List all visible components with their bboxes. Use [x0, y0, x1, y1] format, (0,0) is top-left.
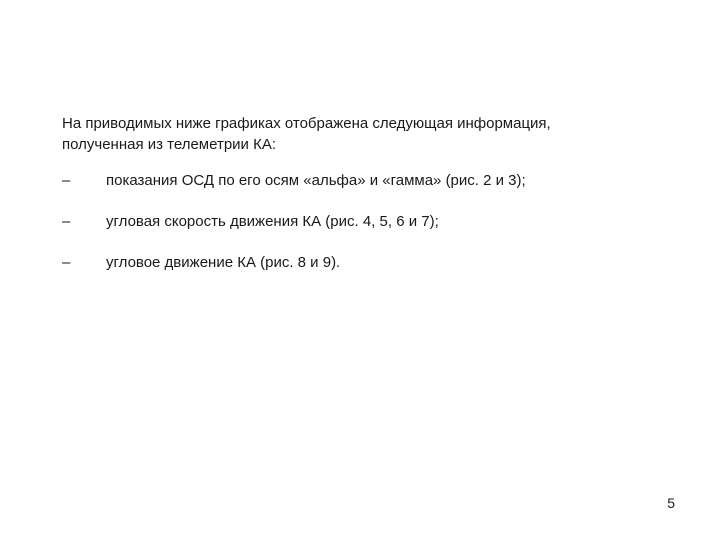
bullet-text: показания ОСД по его осям «альфа» и «гамма» (рис. 2 и 3);	[106, 172, 526, 189]
bullet-item	[62, 254, 682, 275]
intro-line-2: полученная из телеметрии КА:	[62, 136, 277, 153]
bullet-dash: –	[62, 172, 71, 189]
bullet-dash: –	[62, 254, 71, 271]
bullet-text: угловая скорость движения КА (рис. 4, 5, 6 и 7);	[106, 213, 439, 230]
bullet-text: угловое движение КА (рис. 8 и 9).	[106, 254, 341, 271]
page-number: 5	[667, 495, 675, 511]
intro-paragraph	[62, 113, 662, 155]
bullet-list	[62, 172, 682, 295]
bullet-dash: –	[62, 213, 71, 230]
bullet-item	[62, 172, 682, 193]
intro-line-1: На приводимых ниже графиках отображена следующая информация,	[62, 115, 551, 132]
bullet-item	[62, 213, 682, 234]
